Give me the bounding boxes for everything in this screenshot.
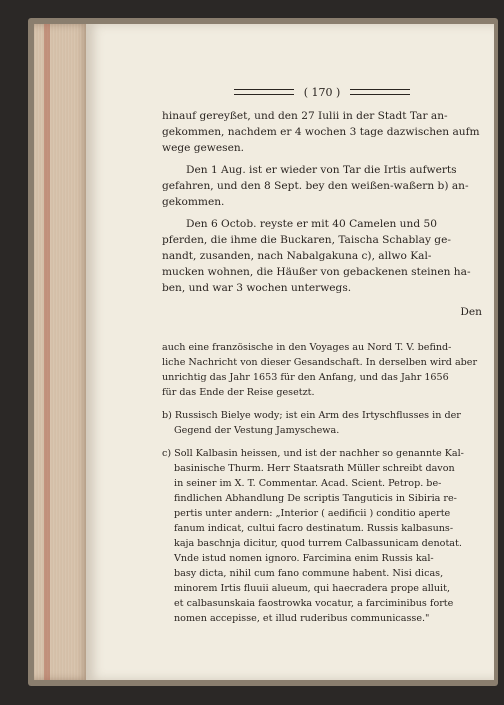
header-rule-left (234, 89, 294, 95)
note-line: pertis unter andern: „Interior ( aedificii ) conditio aperte (174, 508, 451, 519)
text-line: nandt, zusanden, nach Nabalgakuna c), allwo Kal- (162, 250, 432, 262)
text-line: gekommen. (162, 196, 225, 208)
text-line: mucken wohnen, die Häußer von gebackenen steinen ha- (162, 266, 471, 278)
note-line: basinische Thurm. Herr Staatsrath Müller schreibt davon (174, 463, 455, 474)
page-edges (34, 24, 90, 680)
footnote-a-continuation (162, 340, 482, 400)
header-rule-right (350, 89, 410, 95)
note-line: findlichen Abhandlung De scriptis Tanguticis in Sibiria re- (174, 493, 457, 504)
note-line: kaja baschnja dicitur, quod turrem Calbassunicam denotat. (174, 538, 462, 549)
main-text (162, 108, 482, 296)
note-line: für das Ende der Reise gesetzt. (162, 387, 315, 398)
footnote-b (162, 408, 482, 438)
note-line: minorem Irtis fluuii alueum, qui haecradera prope alluit, (174, 583, 451, 594)
note-line: c) Soll Kalbasin heissen, und ist der nachher so genannte Kal- (162, 448, 464, 459)
text-line: pferden, die ihme die Buckaren, Taischa Schablay ge- (162, 234, 451, 246)
text-line: ben, und war 3 wochen unterwegs. (162, 282, 352, 294)
text-line: hinauf gereyßet, und den 27 Iulii in der Stadt Tar an- (162, 110, 448, 122)
text-line: Den 6 Octob. reyste er mit 40 Camelen und 50 (186, 218, 437, 230)
text-line: Den 1 Aug. ist er wieder von Tar die Irtis aufwerts (186, 164, 457, 176)
note-line: Gegend der Vestung Jamyschewa. (174, 425, 340, 436)
note-line: auch eine französische in den Voyages au Nord T. V. befind- (162, 342, 452, 353)
text-line: gekommen, nachdem er 4 wochen 3 tage dazwischen aufm (162, 126, 480, 138)
page-header (162, 84, 482, 100)
note-line: unrichtig das Jahr 1653 für den Anfang, und das Jahr 1656 (162, 372, 449, 383)
note-line: Vnde istud nomen ignoro. Farcimina enim Russis kal- (174, 553, 434, 564)
note-line: nomen accepisse, et illud ruderibus communicasse." (174, 613, 430, 624)
catchword: Den (460, 306, 482, 318)
note-line: b) Russisch Bielye wody; ist ein Arm des Irtyschflusses in der (162, 410, 461, 421)
note-line: basy dicta, nihil cum fano commune habent. Nisi dicas, (174, 568, 444, 579)
footnotes (162, 340, 482, 629)
note-line: liche Nachricht von dieser Gesandschaft. In derselben wird aber (162, 357, 478, 368)
text-line: wege gewesen. (162, 142, 245, 154)
note-line: et calbasunskaia faostrowka vocatur, a farciminibus forte (174, 598, 454, 609)
text-line: gefahren, und den 8 Sept. bey den weißen-waßern b) an- (162, 180, 469, 192)
note-line: fanum indicat, cultui facro destinatum. Russis kalbasuns- (174, 523, 454, 534)
footnote-c (162, 446, 482, 626)
note-line: in seiner im X. T. Commentar. Acad. Scient. Petrop. be- (174, 478, 442, 489)
page-number: ( 170 ) (303, 85, 341, 99)
